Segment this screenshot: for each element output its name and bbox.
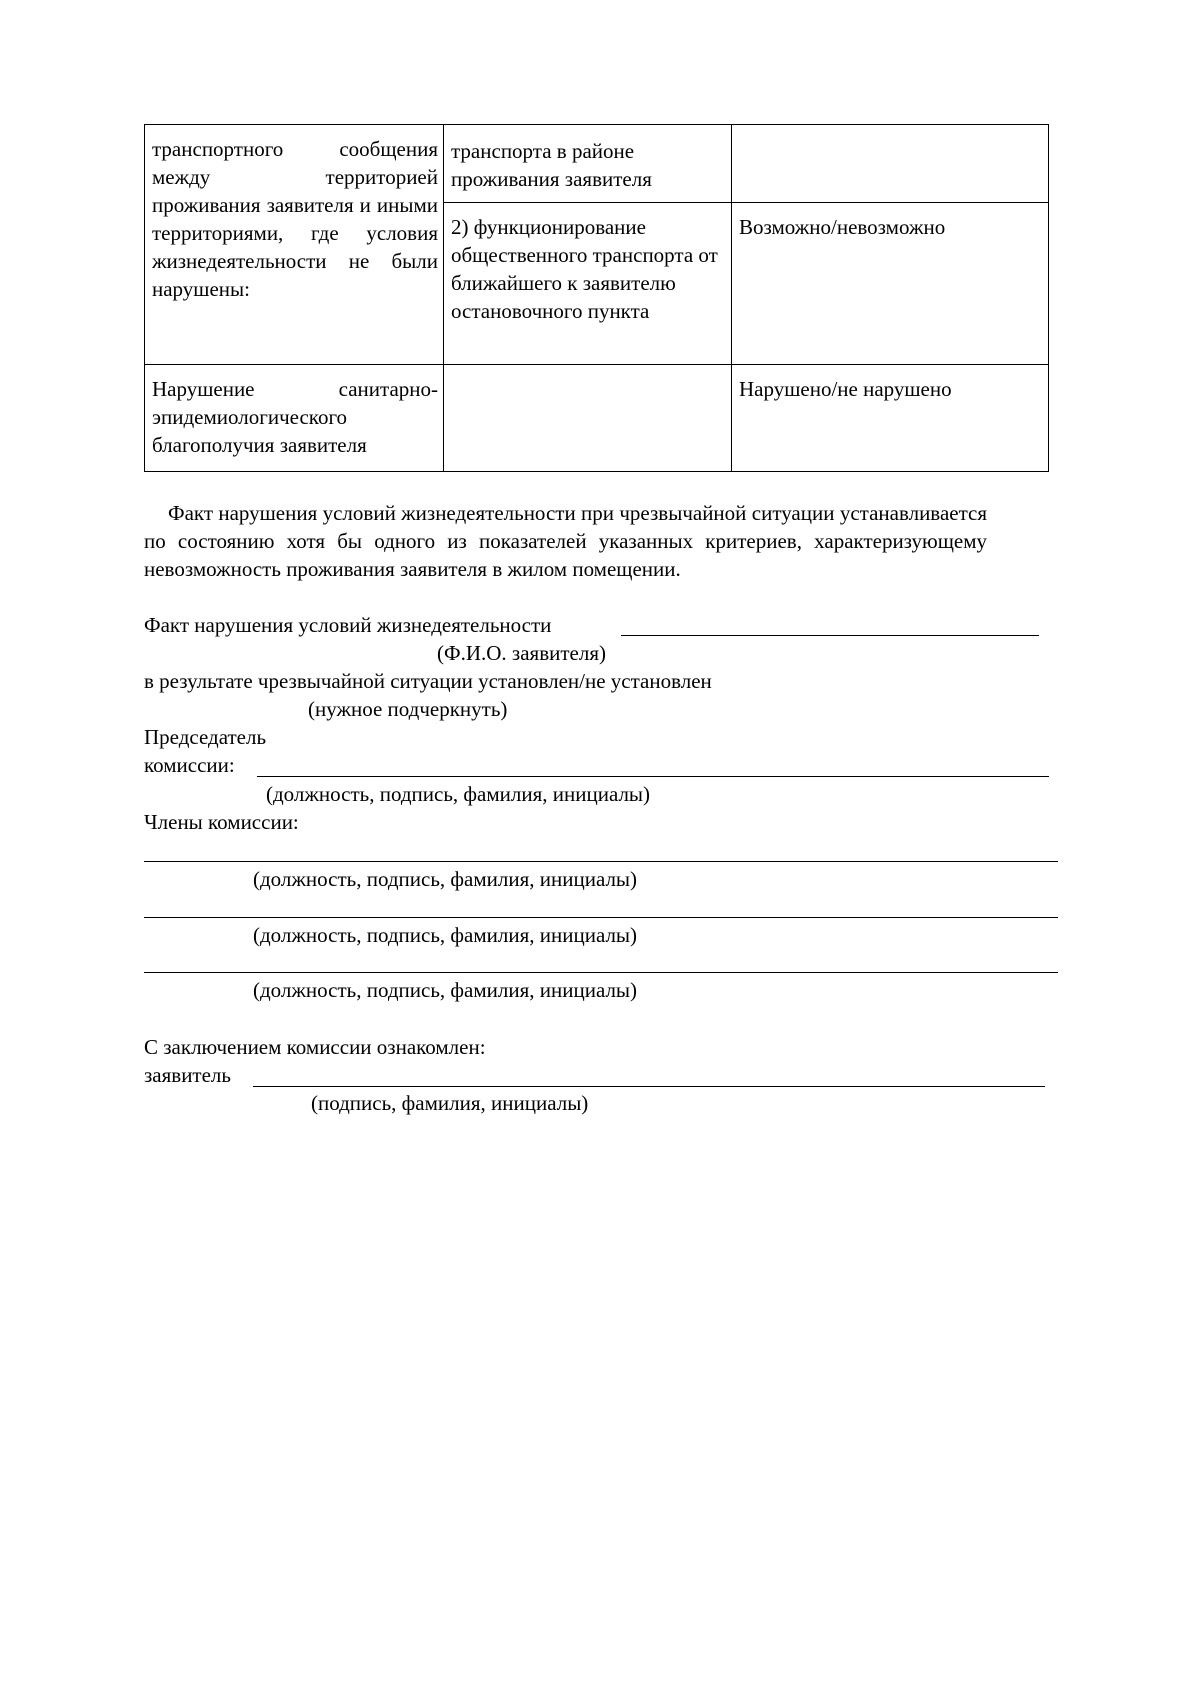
fact-label: Факт нарушения условий жизнедеятельности (144, 613, 552, 637)
member-caption: (должность, подпись, фамилия, инициалы) (253, 923, 638, 947)
members-label: Члены комиссии: (144, 810, 299, 834)
table-row (145, 125, 1049, 203)
indicator-cell: 2) функционирование общественного транспорта от ближайшего к заявителю остановочного пункта (444, 203, 732, 365)
member-signature-field[interactable] (144, 972, 1058, 973)
fio-caption: (Ф.И.О. заявителя) (437, 641, 606, 665)
commission-label: комиссии: (144, 753, 235, 777)
member-caption: (должность, подпись, фамилия, инициалы) (253, 867, 638, 891)
indicator-cell (444, 365, 732, 472)
criteria-paragraph: Факт нарушения условий жизнедеятельности при чрезвычайной ситуации устанавливается по состоянию хотя бы одного из показателей указанных критериев, характеризующему невозможность проживания заявителя в жилом помещении. (144, 501, 987, 581)
status-cell: Возможно/невозможно (732, 203, 1049, 365)
indicator-cell: транспорта в районе проживания заявителя (444, 125, 732, 203)
chairman-label: Председатель (144, 725, 267, 749)
table-row (145, 365, 1049, 472)
chairman-signature-field[interactable] (257, 776, 1049, 777)
result-line: в результате чрезвычайной ситуации установлен/не установлен (144, 669, 712, 693)
applicant-signature-field[interactable] (253, 1086, 1045, 1087)
criteria-table (144, 124, 1049, 472)
status-cell (732, 125, 1049, 203)
member-signature-field[interactable] (144, 861, 1058, 862)
criterion-cell: транспортного сообщения между территорией проживания заявителя и иными территориями, где условия жизнедеятельности не были нарушены: (145, 125, 444, 365)
member-signature-field[interactable] (144, 917, 1058, 918)
applicant-label: заявитель (144, 1063, 231, 1087)
applicant-name-field[interactable] (621, 635, 1039, 636)
acquainted-label: С заключением комиссии ознакомлен: (144, 1035, 486, 1059)
status-cell: Нарушено/не нарушено (732, 365, 1049, 472)
chairman-caption: (должность, подпись, фамилия, инициалы) (266, 782, 651, 806)
criterion-cell: Нарушение санитарно-эпидемиологического благополучия заявителя (145, 365, 444, 472)
signature-caption: (подпись, фамилия, инициалы) (311, 1091, 589, 1115)
member-caption: (должность, подпись, фамилия, инициалы) (253, 978, 638, 1002)
underline-hint: (нужное подчеркнуть) (308, 697, 508, 721)
